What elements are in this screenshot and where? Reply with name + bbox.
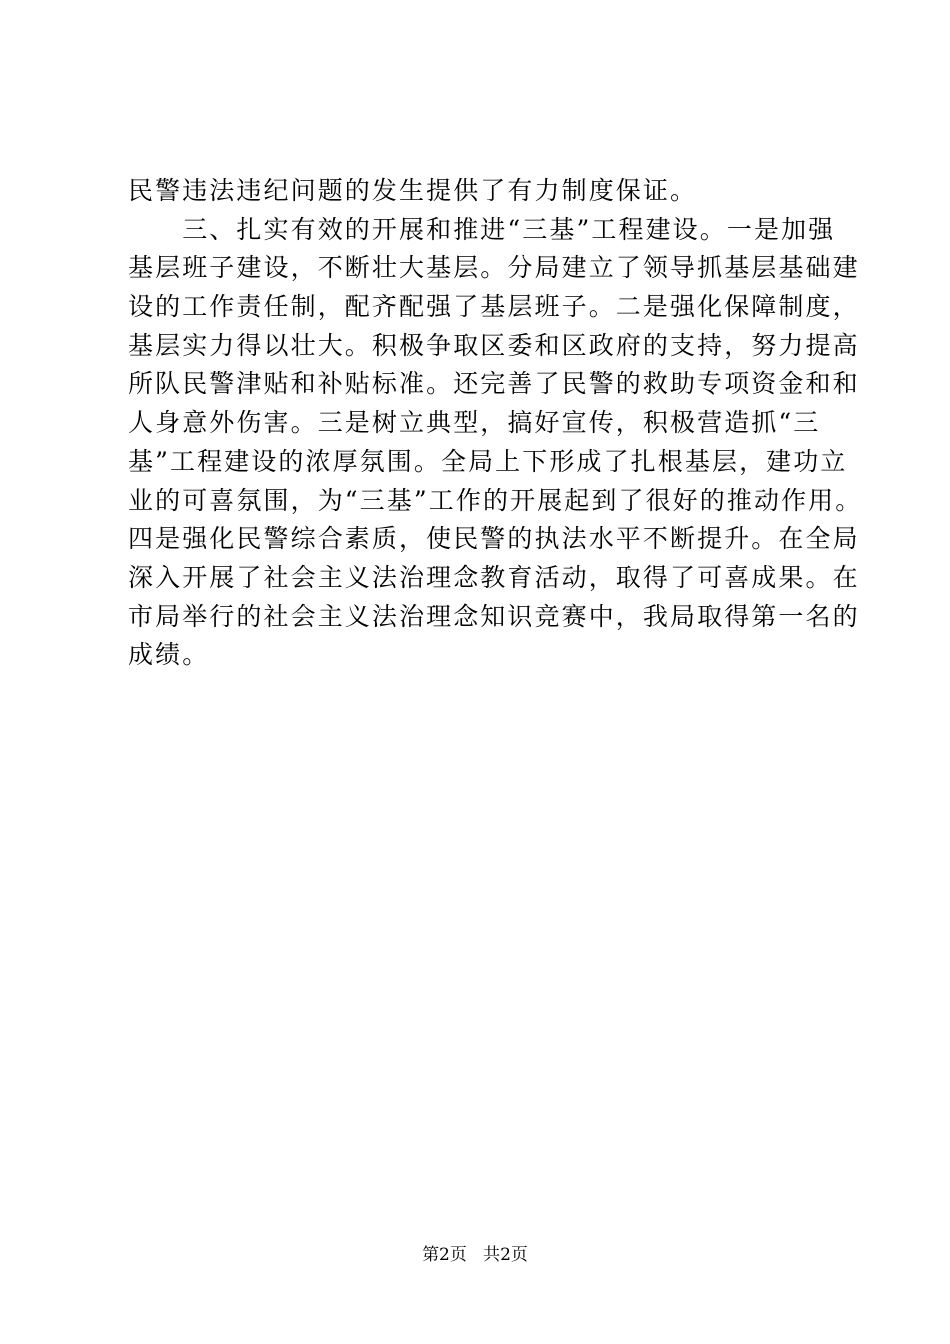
text-line: 深入开展了社会主义法治理念教育活动，取得了可喜成果。在 (128, 562, 860, 592)
text-line: 三、扎实有效的开展和推进“三基”工程建设。一是加强 (128, 214, 836, 244)
text-line: 市局举行的社会主义法治理念知识竞赛中，我局取得第一名的 (128, 601, 860, 631)
text-line: 民警违法违纪问题的发生提供了有力制度保证。 (128, 176, 698, 205)
text-line: 基”工程建设的浓厚氛围。全局上下形成了扎根基层，建功立 (128, 446, 848, 476)
page-total: 共2页 (483, 1245, 528, 1265)
page-number: 第2页 (422, 1245, 467, 1265)
page-separator (472, 1245, 477, 1265)
text-line: 业的可喜氛围，为“三基”工作的开展起到了很好的推动作用。 (128, 485, 863, 515)
text-line: 所队民警津贴和补贴标准。还完善了民警的救助专项资金和和 (128, 369, 860, 399)
text-line: 基层实力得以壮大。积极争取区委和区政府的支持，努力提高 (128, 330, 860, 360)
text-line: 四是强化民警综合素质，使民警的执法水平不断提升。在全局 (128, 524, 860, 554)
text-line: 人身意外伤害。三是树立典型，搞好宣传，积极营造抓“三 (128, 408, 821, 438)
page-footer (0, 1244, 950, 1266)
text-line: 基层班子建设，不断壮大基层。分局建立了领导抓基层基础建 (128, 253, 860, 283)
text-line: 设的工作责任制，配齐配强了基层班子。二是强化保障制度， (128, 292, 860, 322)
body-paragraph (128, 172, 863, 675)
text-line: 成绩。 (128, 640, 210, 670)
